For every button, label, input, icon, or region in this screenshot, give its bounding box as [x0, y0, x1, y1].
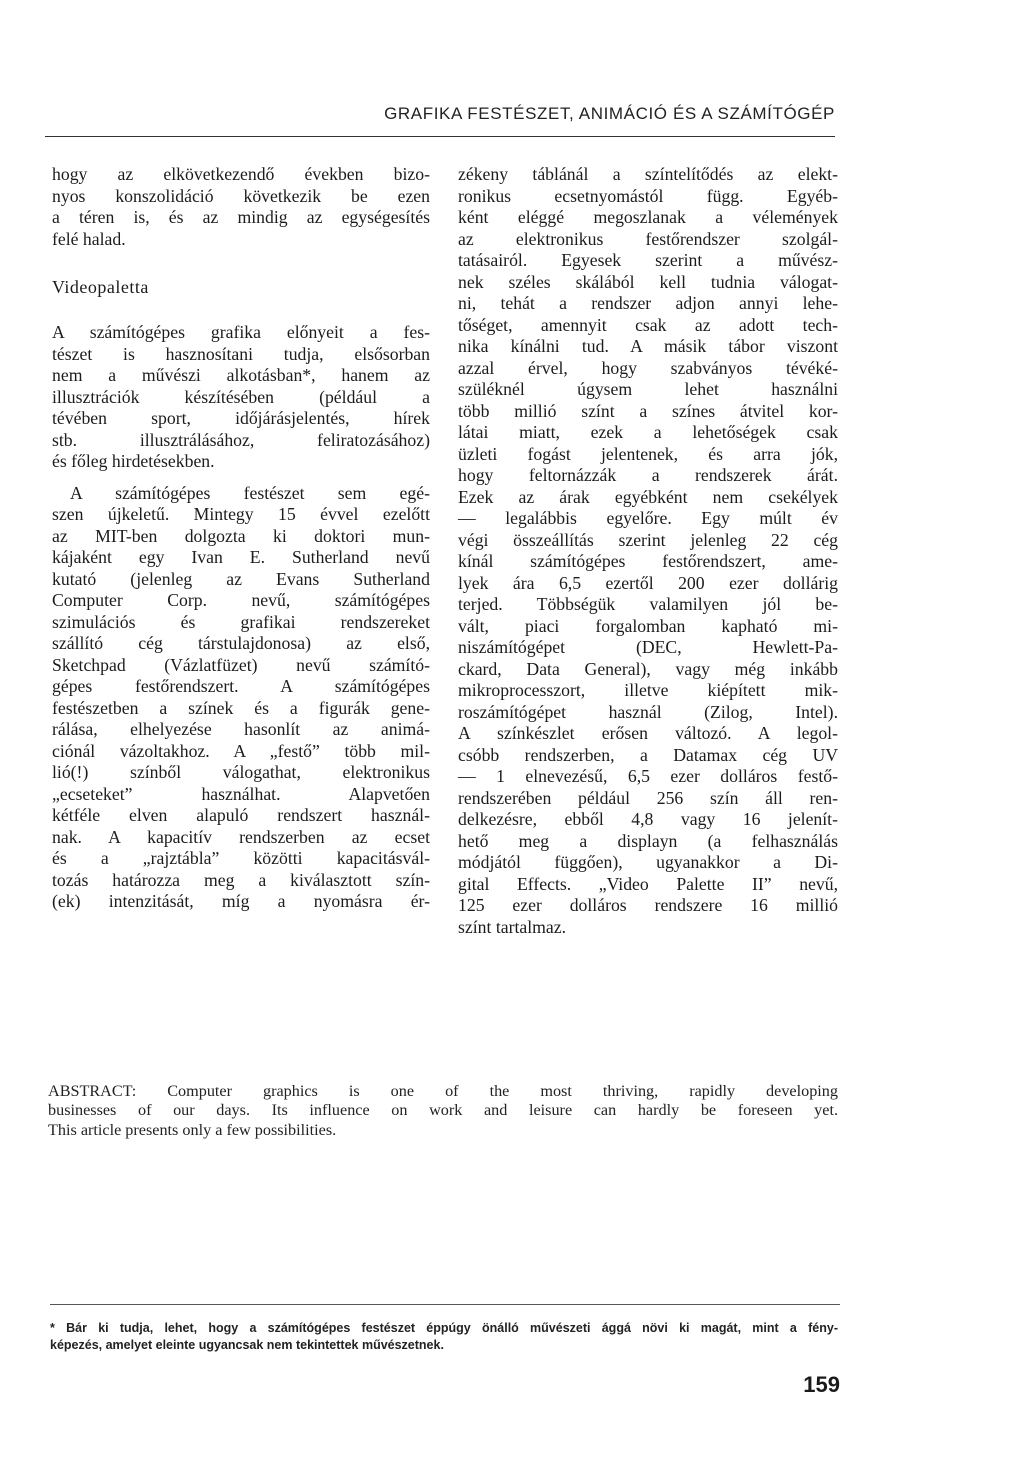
body-line: ciónál vázoltakhoz. A „festő” több mil- — [52, 740, 430, 761]
body-line: nek széles skálából kell tudnia válogat- — [458, 271, 838, 292]
body-line: festészetben a színek és a figurák gene- — [52, 697, 430, 718]
body-line: azzal érvel, hogy szabványos tévéké- — [458, 357, 838, 378]
body-line: zékeny táblánál a színtelítődés az elekt- — [458, 164, 838, 184]
body-line: roszámítógépet használ (Zilog, Intel). — [458, 701, 838, 722]
body-line: szen újkeletű. Mintegy 15 évvel ezelőtt — [52, 504, 430, 524]
body-line: nika kínálni tud. A másik tábor viszont — [458, 336, 838, 356]
abstract — [48, 1082, 838, 1140]
body-line: (ek) intenzitását, míg a nyomásra ér- — [52, 891, 430, 911]
footnote — [50, 1320, 838, 1353]
body-line: tatásairól. Egyesek szerint a művész- — [458, 250, 838, 270]
left-column — [52, 164, 430, 913]
body-line: üzleti fogást jelentenek, és arra jók, — [458, 443, 838, 464]
body-line: színt tartalmaz. — [458, 916, 567, 937]
body-line: nem a művészi alkotásban*, hanem az — [52, 365, 430, 385]
footnote-line: * Bár ki tudja, lehet, hogy a számítógépes festészet éppúgy önálló művészeti ággá növi ki magát, mint a fény- — [50, 1321, 838, 1335]
body-line: tőséget, amennyit csak az adott tech- — [458, 314, 838, 335]
body-line: hogy az elkövetkezendő években bizo- — [52, 164, 430, 184]
footnote-rule — [50, 1304, 840, 1305]
body-line: végi összeállítás szerint jelenleg 22 cég — [458, 529, 838, 550]
body-line: ckard, Data General), vagy még inkább — [458, 658, 838, 679]
body-line: tévében sport, időjárásjelentés, hírek — [52, 408, 430, 428]
body-line: — 1 elnevezésű, 6,5 ezer dolláros festő- — [458, 766, 838, 786]
body-line: tozás határozza meg a kiválasztott szín- — [52, 869, 430, 890]
body-line: gépes festőrendszert. A számítógépes — [52, 676, 430, 696]
body-line: az elektronikus festőrendszer szolgál- — [458, 228, 838, 249]
body-line: A számítógépes grafika előnyeit a fes- — [52, 322, 430, 342]
body-line: módjától függően), ugyanakkor a Di- — [458, 852, 838, 872]
body-line: lió(!) színből válogathat, elektronikus — [52, 762, 430, 782]
body-line: ni, tehát a rendszer adjon annyi lehe- — [458, 293, 838, 313]
body-line: A színkészlet erősen változó. A legol- — [458, 723, 838, 743]
body-line: 125 ezer dolláros rendszere 16 millió — [458, 895, 838, 915]
body-line: rálása, elhelyezése hasonlít az animá- — [52, 719, 430, 739]
abstract-line: businesses of our days. Its influence on work and leisure can hardly be foreseen yet. — [48, 1101, 838, 1120]
body-line: ronikus ecsetnyomástól függ. Egyéb- — [458, 185, 838, 206]
body-line: tészet is hasznosítani tudja, elsősorban — [52, 343, 430, 364]
body-line: szállító cég társtulajdonosa) az első, — [52, 633, 430, 653]
body-line: A számítógépes festészet sem egé- — [70, 482, 430, 503]
right-column — [458, 164, 838, 938]
body-line: és főleg hirdetésekben. — [52, 451, 215, 471]
body-line: nak. A kapacitív rendszerben az ecset — [52, 826, 430, 847]
body-line: nyos konszolidáció következik be ezen — [52, 185, 430, 206]
body-line: kínál számítógépes festőrendszert, ame- — [458, 551, 838, 571]
body-line: hogy feltornázzák a rendszerek árát. — [458, 465, 838, 485]
body-line: több millió színt a színes átvitel kor- — [458, 400, 838, 421]
body-line: lyek ára 6,5 ezertől 200 ezer dollárig — [458, 572, 838, 593]
body-line: az MIT-ben dolgozta ki doktori mun- — [52, 525, 430, 546]
body-line: felé halad. — [52, 228, 126, 249]
body-line: — legalábbis egyelőre. Egy múlt év — [458, 508, 838, 528]
body-line: Computer Corp. nevű, számítógépes — [52, 590, 430, 610]
body-line: niszámítógépet (DEC, Hewlett-Pa- — [458, 637, 838, 657]
running-header: GRAFIKA FESTÉSZET, ANIMÁCIÓ ÉS A SZÁMÍTÓGÉP — [384, 104, 835, 123]
body-line: delkezésre, ebből 4,8 vagy 16 jelenít- — [458, 809, 838, 829]
body-line: rendszerében például 256 szín áll ren- — [458, 787, 838, 808]
body-line: mikroprocesszort, illetve kiépített mik- — [458, 680, 838, 700]
body-line: kétféle elven alapuló rendszert használ- — [52, 805, 430, 825]
abstract-line: This article presents only a few possibilities. — [48, 1120, 337, 1139]
body-line: látai miatt, ezek a lehetőségek csak — [458, 422, 838, 442]
body-line: kájaként egy Ivan E. Sutherland nevű — [52, 547, 430, 567]
body-line: kutató (jelenleg az Evans Sutherland — [52, 568, 430, 589]
body-line: terjed. Többségük valamilyen jól be- — [458, 594, 838, 614]
body-line: gital Effects. „Video Palette II” nevű, — [458, 873, 838, 894]
body-line: vált, piaci forgalomban kapható mi- — [458, 615, 838, 636]
body-line: „ecseteket” használhat. Alapvetően — [52, 783, 430, 804]
body-line: Sketchpad (Vázlatfüzet) nevű számító- — [52, 654, 430, 675]
body-line: stb. illusztrálásához, feliratozásához) — [52, 429, 430, 450]
page-number: 159 — [803, 1372, 840, 1397]
body-line: és a „rajztábla” közötti kapacitásvál- — [52, 848, 430, 868]
body-line: ként eléggé megoszlanak a vélemények — [458, 207, 838, 227]
body-line: hető meg a displayn (a felhasználás — [458, 830, 838, 851]
body-line: illusztrációk készítésében (például a — [52, 386, 430, 407]
footnote-line: képezés, amelyet eleinte ugyancsak nem tekintettek művészetnek. — [50, 1337, 444, 1352]
body-line: szimulációs és grafikai rendszereket — [52, 611, 430, 632]
body-line: szüléknél úgysem lehet használni — [458, 379, 838, 399]
header-rule — [45, 136, 835, 137]
body-line: csóbb rendszerben, a Datamax cég UV — [458, 744, 838, 765]
body-line: a téren is, és az mindig az egységesítés — [52, 207, 430, 227]
body-line: Ezek az árak egyébként nem csekélyek — [458, 486, 838, 507]
section-heading: Videopaletta — [52, 276, 149, 297]
abstract-line: ABSTRACT: Computer graphics is one of the most thriving, rapidly developing — [48, 1082, 838, 1100]
